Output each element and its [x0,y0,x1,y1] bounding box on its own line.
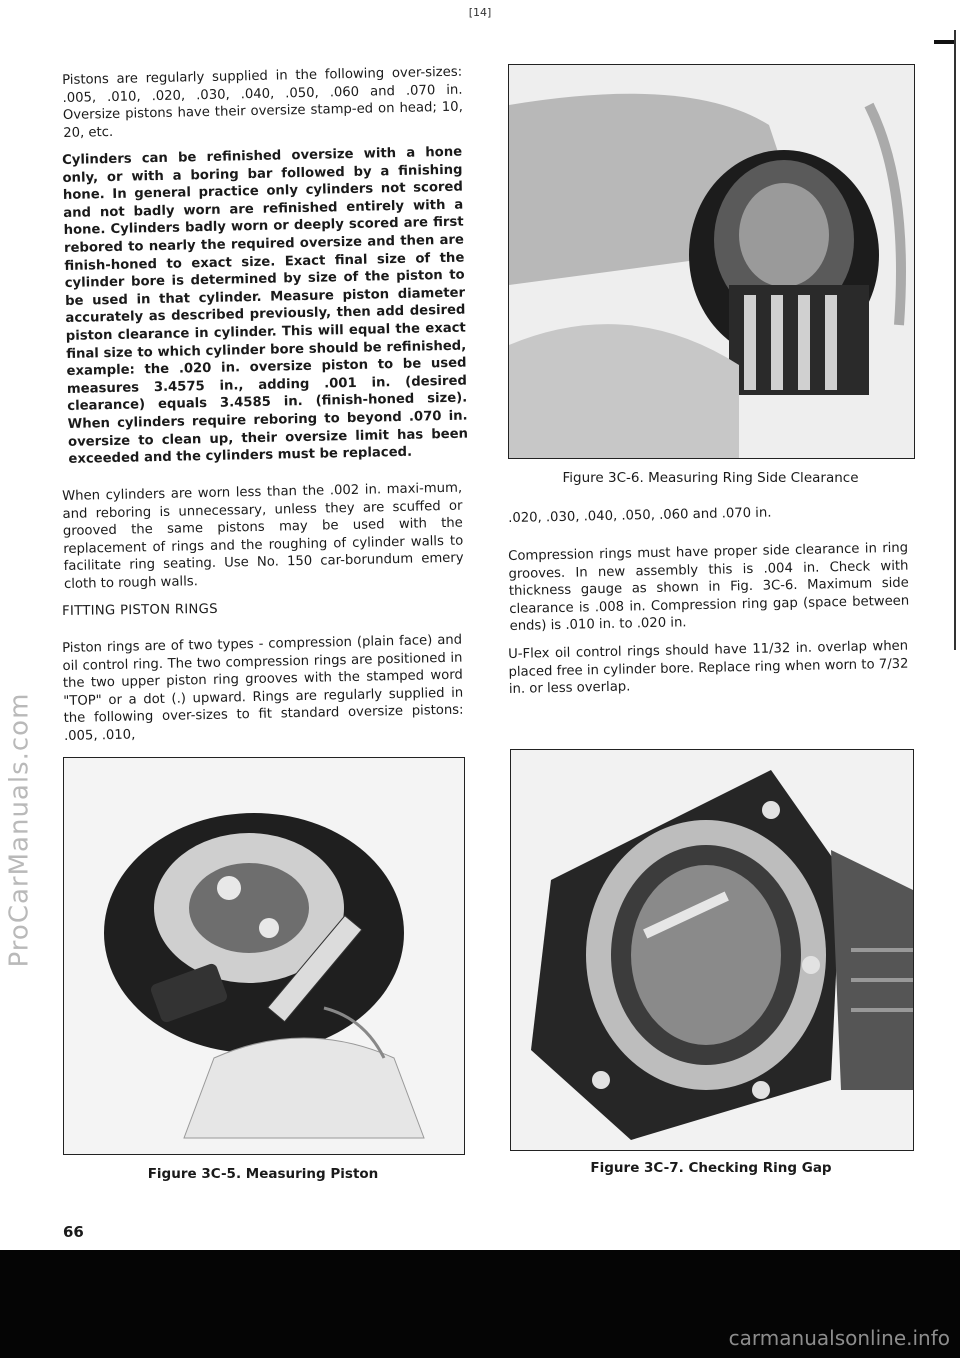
figure-3c6-caption: Figure 3C-6. Measuring Ring Side Clearance [562,470,859,486]
page-number: 66 [63,1223,84,1241]
section-heading: FITTING PISTON RINGS [62,601,218,619]
side-watermark [4,570,34,1090]
measuring-piston-illustration [64,758,464,1154]
right-paragraph-2 [508,540,910,636]
figure-3c6-photo [508,64,915,459]
cylinder-refinish-text: Cylinders can be refinished oversize with a hone only, or with a boring bar followed by a finishing hone. In general practice only cylinders not scored and not badly worn are refinished entirely with a hone. Cylinders badly worn or deeply scored are first rebored to nearly the required oversize and then are finish-honed to exact size. Exact final size of the cylinder bore is determined by size of the piston to be used in that cylinder. Measure piston diameter accurately as described previously, then add desired piston clearance in cylinder. This will equal the exact final size to which cylinder bore should be refinished, example: the .020 in. oversize piston to be used measures 3.4575 in., adding .001 in. (desired clearance) equals 3.4585 in. (finish-honed size). When cylinders require reboring to beyond .070 in. oversize to clean up, their oversize limit has been exceeded and the cylinders must be replaced. [62,144,469,468]
figure-3c7-photo [510,749,914,1151]
compression-rings-text: Compression rings must have proper side clearance in ring grooves. In new assembly this is .004 in. Check with thickness gauge as shown in Fig. 3C-6. Maximum side clearance is .008 in. Compression ring gap (space between ends) is .010 in. to .020 in. [508,540,910,635]
oversize-list-text: .020, .030, .040, .050, .060 and .070 in. [508,505,772,526]
page-label: [14] [468,6,492,19]
page-edge-mark [934,40,954,44]
figure-3c5-photo [63,757,465,1155]
section-heading-wrap [62,601,462,619]
left-paragraph-2 [62,144,469,469]
right-paragraph-1 [508,505,908,528]
page-edge-line [954,30,956,650]
left-paragraph-1 [62,64,463,142]
figure-3c7-caption: Figure 3C-7. Checking Ring Gap [590,1160,832,1176]
figure-3c5-caption: Figure 3C-5. Measuring Piston [147,1166,379,1182]
piston-rings-text: Piston rings are of two types - compression (plain face) and oil control ring. The two compression rings are positioned in the two upper piston ring grooves with the stamped word "TOP" or a dot (.) upward. Rings are regularly supplied in the following over-sizes to fit standard oversize pistons: .005, .010, [62,632,464,744]
left-paragraph-4 [62,632,464,746]
oversize-pistons-text: Pistons are regularly supplied in the following over-sizes: .005, .010, .020, .030, .040, .050, .060 and .070 in. Oversize pistons have their oversize stamp-ed on head; 10, 20, etc. [62,64,463,141]
side-watermark-text: ProCarManuals.com [4,692,34,968]
left-paragraph-3 [62,480,464,594]
bottom-scan-band [0,1250,960,1358]
checking-ring-gap-illustration [511,750,913,1150]
footer-watermark: carmanualsonline.info [728,1326,950,1350]
oil-control-rings-text: U-Flex oil control rings should have 11/32 in. overlap when placed free in cylinder bore. Replace ring when worn to 7/32 in. or less overlap. [508,638,909,698]
ring-side-clearance-illustration [509,65,914,458]
worn-cylinders-text: When cylinders are worn less than the .002 in. maxi-mum, and reboring is unnecessary, unless they are scuffed or grooved the same pistons may be used with the replacement of rings and the roughing of cylinder walls to facilitate ring seating. Use No. 150 car-borundum emery cloth to rough walls. [62,480,464,592]
right-paragraph-3 [508,638,909,699]
